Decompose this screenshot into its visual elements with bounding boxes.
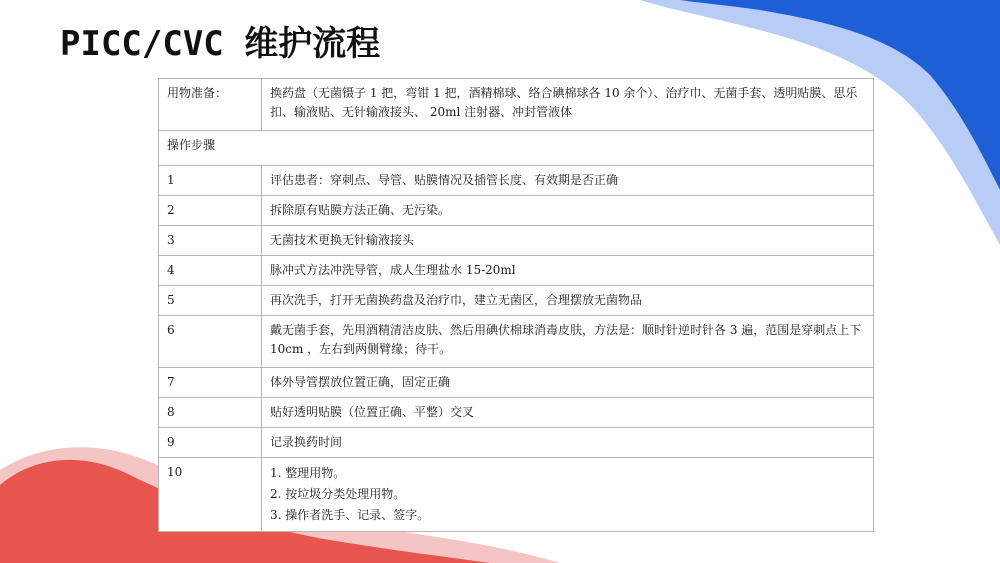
step-number: 9 (159, 428, 262, 458)
step-number: 5 (159, 286, 262, 316)
table-row (159, 256, 874, 286)
table-row (159, 398, 874, 428)
step-text: 无菌技术更换无针输液接头 (262, 226, 874, 256)
table-row (159, 286, 874, 316)
step-number: 3 (159, 226, 262, 256)
step-text: 再次洗手，打开无菌换药盘及治疗巾，建立无菌区，合理摆放无菌物品 (262, 286, 874, 316)
step-number: 7 (159, 368, 262, 398)
table-row (159, 226, 874, 256)
step-number: 4 (159, 256, 262, 286)
list-item: 1. 整理用物。 (270, 466, 346, 480)
step-text: 体外导管摆放位置正确，固定正确 (262, 368, 874, 398)
table-row (159, 316, 874, 368)
step-number: 1 (159, 166, 262, 196)
prep-label: 用物准备： (159, 79, 262, 131)
table-row (159, 458, 874, 532)
step-number: 2 (159, 196, 262, 226)
steps-header: 操作步骤 (159, 131, 874, 166)
procedure-table (158, 78, 874, 532)
page-title: PICC/CVC 维护流程 (60, 24, 381, 64)
prep-text: 换药盘（无菌镊子 1 把，弯钳 1 把，酒精棉球、络合碘棉球各 10 余个）、治疗巾、无菌手套、透明贴膜、思乐扣、输液贴、无针输液接头、 20ml 注射器、冲封管液体 (262, 79, 874, 131)
table-row (159, 79, 874, 131)
table-row (159, 428, 874, 458)
list-item: 3. 操作者洗手、记录、签字。 (270, 508, 430, 522)
step-number: 6 (159, 316, 262, 368)
table-row (159, 166, 874, 196)
step-number: 10 (159, 458, 262, 532)
table-row (159, 368, 874, 398)
step-number: 8 (159, 398, 262, 428)
step-text: 戴无菌手套，先用酒精清洁皮肤、然后用碘伏棉球消毒皮肤，方法是：顺时针逆时针各 3 遍，范围是穿刺点上下 10cm ，左右到两侧臂缘；待干。 (262, 316, 874, 368)
step-text: 记录换药时间 (262, 428, 874, 458)
step-text: 拆除原有贴膜方法正确、无污染。 (262, 196, 874, 226)
step-text-list (262, 458, 874, 532)
list-item: 2. 按垃圾分类处理用物。 (270, 487, 406, 501)
step-text: 评估患者：穿刺点、导管、贴膜情况及插管长度、有效期是否正确 (262, 166, 874, 196)
step-text: 贴好透明贴膜（位置正确、平整）交叉 (262, 398, 874, 428)
table-row (159, 196, 874, 226)
step-text: 脉冲式方法冲洗导管，成人生理盐水 15-20ml (262, 256, 874, 286)
sub-step-list (270, 463, 865, 526)
table-row (159, 131, 874, 166)
